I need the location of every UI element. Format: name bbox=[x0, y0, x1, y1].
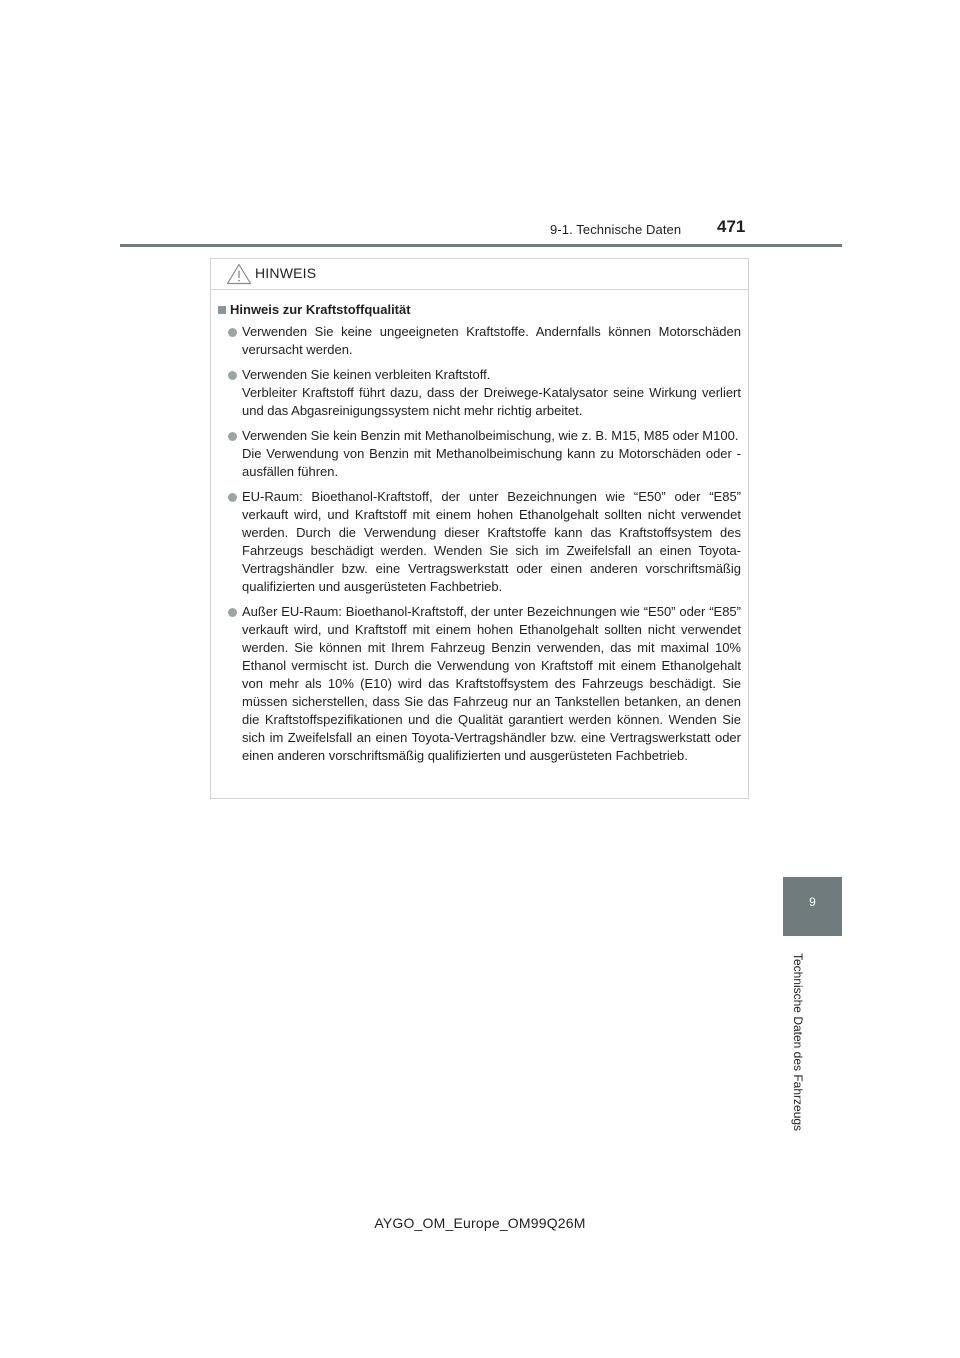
circle-bullet-icon bbox=[228, 328, 237, 337]
section-title: 9-1. Technische Daten bbox=[550, 222, 682, 237]
circle-bullet-icon bbox=[228, 371, 237, 380]
square-bullet-icon bbox=[218, 306, 226, 314]
page-number: 471 bbox=[717, 217, 746, 236]
notice-bullet bbox=[218, 323, 741, 359]
chapter-tab-number: 9 bbox=[809, 895, 816, 909]
bullet-paragraph: EU-Raum: Bioethanol-Kraftstoff, der unter Bezeichnungen wie “E50” oder “E85” verkauft wird, und Kraftstoff mit einem hohen Ethanolgehalt sollten nicht verwendet werden. Durch die Verwendung dieser Kraftstoffe kann das Kraftstoffsystem des Fahrzeugs beschädigt werden. Wenden Sie sich im Zweifelsfall an einen Toyota-Vertragshändler bzw. eine Vertragswerkstatt oder einen anderen vorschriftsmäßig qualifizierten und ausgerüsteten Fachbetrieb. bbox=[242, 489, 741, 594]
bullet-paragraph: Außer EU-Raum: Bioethanol-Kraftstoff, der unter Bezeichnungen wie “E50” oder “E85” verkauft wird, und Kraftstoff mit einem hohen Ethanolgehalt sollten nicht verwendet werden. Sie können mit Ihrem Fahrzeug Benzin verwenden, das mit maximal 10% Ethanol vermischt ist. Durch die Verwendung von Kraftstoff mit einem Ethanolgehalt von mehr als 10% (E10) wird das Kraftstoffsystem des Fahrzeugs beschädigt. Sie müssen sicherstellen, dass Sie das Fahrzeug nur an Tankstellen betanken, an denen die Kraftstoffspezifikationen und die Qualität garantiert werden können. Wenden Sie sich im Zweifelsfall an einen Toyota-Vertragshändler bzw. eine Vertragswerkstatt oder einen anderen vorschriftsmäßig qualifizierten und ausgerüsteten Fachbetrieb. bbox=[242, 604, 741, 763]
circle-bullet-icon bbox=[228, 432, 237, 441]
bullet-paragraph: Verwenden Sie kein Benzin mit Methanolbeimischung, wie z. B. M15, M85 oder M100. bbox=[242, 428, 739, 443]
circle-bullet-icon bbox=[228, 493, 237, 502]
notice-bullet bbox=[218, 427, 741, 481]
document-code: AYGO_OM_Europe_OM99Q26M bbox=[374, 1215, 586, 1231]
chapter-tab bbox=[783, 877, 842, 936]
warning-triangle-icon bbox=[226, 263, 252, 285]
notice-bullet bbox=[218, 603, 741, 765]
notice-bullet bbox=[218, 366, 741, 420]
notice-bullet bbox=[218, 488, 741, 596]
bullet-paragraph: Verwenden Sie keine ungeeigneten Kraftstoffe. Andernfalls können Motorschäden verursacht werden. bbox=[242, 324, 741, 357]
chapter-side-label bbox=[788, 944, 808, 1139]
chapter-side-label-text: Technische Daten des Fahrzeugs bbox=[791, 952, 805, 1131]
circle-bullet-icon bbox=[228, 608, 237, 617]
notice-body bbox=[211, 290, 748, 765]
notice-subheading-text: Hinweis zur Kraftstoffqualität bbox=[230, 302, 411, 317]
notice-header bbox=[211, 259, 748, 290]
notice-title: HINWEIS bbox=[255, 265, 317, 281]
bullet-paragraph: Verbleiter Kraftstoff führt dazu, dass der Dreiwege-Katalysator seine Wirkung verliert und das Abgasreinigungssystem nicht mehr richtig arbeitet. bbox=[242, 385, 741, 418]
page-header bbox=[0, 0, 960, 250]
notice-subheading bbox=[218, 301, 741, 318]
bullet-paragraph: Verwenden Sie keinen verbleiten Kraftstoff. bbox=[242, 367, 491, 382]
notice-box bbox=[210, 258, 749, 799]
header-divider bbox=[120, 244, 842, 247]
bullet-paragraph: Die Verwendung von Benzin mit Methanolbeimischung kann zu Motorschäden oder -ausfällen führen. bbox=[242, 446, 741, 479]
